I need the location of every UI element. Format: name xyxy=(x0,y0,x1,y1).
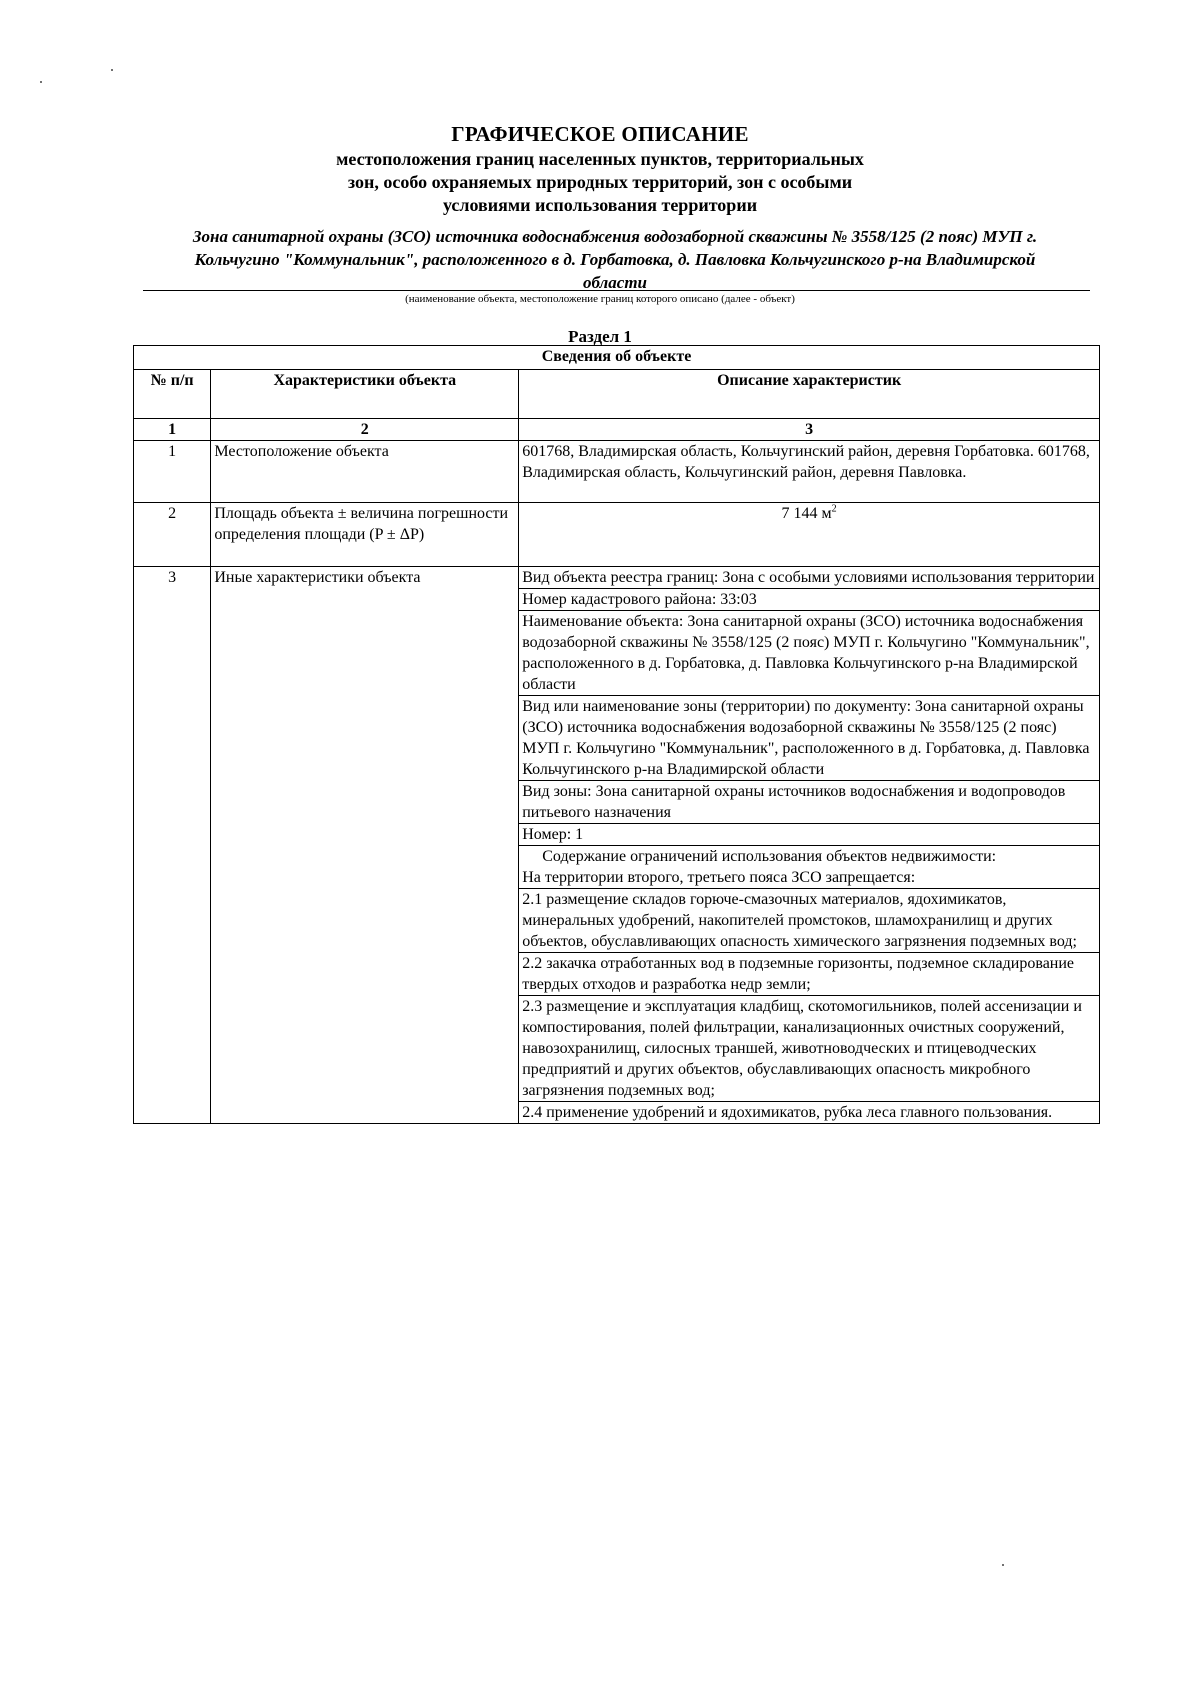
characteristic-paragraph: Вид или наименование зоны (территории) по документу: Зона санитарной охраны (ЗСО) источника водоснабжения водозаборной скважины № 3558/125 (2 пояс) МУП г. Кольчугино "Коммунальник", расположенного в д. Горбатовка, д. Павловка Кольчугинского р-на Владимирской области xyxy=(519,695,1099,780)
area-unit-exponent: 2 xyxy=(831,503,837,515)
row-description xyxy=(519,503,1100,567)
characteristic-paragraph: Вид зоны: Зона санитарной охраны источников водоснабжения и водопроводов питьевого назначения xyxy=(519,780,1099,823)
object-name xyxy=(135,225,1095,294)
characteristic-paragraph: Номер: 1 xyxy=(519,823,1099,845)
object-caption: (наименование объекта, местоположение границ которого описано (далее - объект) xyxy=(405,293,795,305)
section-title: Раздел 1 xyxy=(568,327,632,346)
scan-speck xyxy=(40,81,42,83)
row-number: 1 xyxy=(134,441,211,503)
restriction-item: 2.4 применение удобрений и ядохимикатов, рубка леса главного пользования. xyxy=(519,1101,1099,1123)
row-characteristic: Иные характеристики объекта xyxy=(211,567,519,1124)
subtitle-line: условиями использования территории xyxy=(442,195,758,215)
restriction-item: 2.1 размещение складов горюче-смазочных материалов, ядохимикатов, минеральных удобрений, накопителей промстоков, шламохранилищ и других объектов, обуславливающих опасность химического загрязнения подземных вод; xyxy=(519,888,1099,952)
table-row xyxy=(134,503,1100,567)
object-underline xyxy=(143,290,1090,291)
restriction-item: 2.2 закачка отработанных вод в подземные горизонты, подземное складирование твердых отходов и разработка недр земли; xyxy=(519,952,1099,995)
row-characteristic: Площадь объекта ± величина погрешности определения площади (P ± ΔP) xyxy=(211,503,519,567)
column-header-description: Описание характеристик xyxy=(519,370,1100,419)
column-header-characteristic: Характеристики объекта xyxy=(211,370,519,419)
table-caption: Сведения об объекте xyxy=(134,346,1100,370)
subtitle-line: зон, особо охраняемых природных территорий, зон с особыми xyxy=(347,172,853,192)
document-title: ГРАФИЧЕСКОЕ ОПИСАНИЕ xyxy=(451,122,749,146)
column-number: 1 xyxy=(134,419,211,441)
row-description: 601768, Владимирская область, Кольчугинский район, деревня Горбатовка. 601768, Владимирская область, Кольчугинский район, деревня Павловка. xyxy=(519,441,1100,503)
object-info-table xyxy=(133,345,1100,1124)
restrictions-head: На территории второго, третьего пояса ЗСО запрещается: xyxy=(522,869,916,886)
table-row xyxy=(134,441,1100,503)
object-name-line: Зона санитарной охраны (ЗСО) источника водоснабжения водозаборной скважины № 3558/125 (2 пояс) МУП г. xyxy=(192,227,1038,246)
table-row xyxy=(134,567,1100,1124)
characteristic-paragraph: Номер кадастрового района: 33:03 xyxy=(519,588,1099,610)
restriction-item: 2.3 размещение и эксплуатация кладбищ, скотомогильников, полей ассенизации и компостирования, полей фильтрации, канализационных очистных сооружений, навозохранилищ, силосных траншей, животноводческих и птицеводческих предприятий и других объектов, обуславливающих опасность микробного загрязнения подземных вод; xyxy=(519,995,1099,1101)
object-name-line: области xyxy=(582,273,647,292)
characteristic-paragraph: Наименование объекта: Зона санитарной охраны (ЗСО) источника водоснабжения водозаборной скважины № 3558/125 (2 пояс) МУП г. Кольчугино "Коммунальник", расположенного в д. Горбатовка, д. Павловка Кольчугинского р-на Владимирской области xyxy=(519,610,1099,695)
column-number-row xyxy=(134,419,1100,441)
object-name-line: Кольчугино "Коммунальник", расположенного в д. Горбатовка, д. Павловка Кольчугинского р-на Владимирской xyxy=(194,250,1036,269)
row-characteristic: Местоположение объекта xyxy=(211,441,519,503)
row-description xyxy=(519,567,1100,1124)
restrictions-intro: Содержание ограничений использования объектов недвижимости: xyxy=(519,845,1099,867)
column-number: 3 xyxy=(519,419,1100,441)
row-number: 3 xyxy=(134,567,211,1124)
table-header-row xyxy=(134,370,1100,419)
row-number: 2 xyxy=(134,503,211,567)
subtitle-line: местоположения границ населенных пунктов, территориальных xyxy=(336,149,864,169)
scan-speck xyxy=(111,69,113,71)
column-header-number: № п/п xyxy=(134,370,211,419)
area-value: 7 144 м xyxy=(781,505,832,522)
scan-speck xyxy=(1002,1564,1004,1566)
column-number: 2 xyxy=(211,419,519,441)
document-subtitle xyxy=(0,148,1200,217)
characteristic-paragraph: Вид объекта реестра границ: Зона с особыми условиями использования территории xyxy=(522,569,1095,586)
